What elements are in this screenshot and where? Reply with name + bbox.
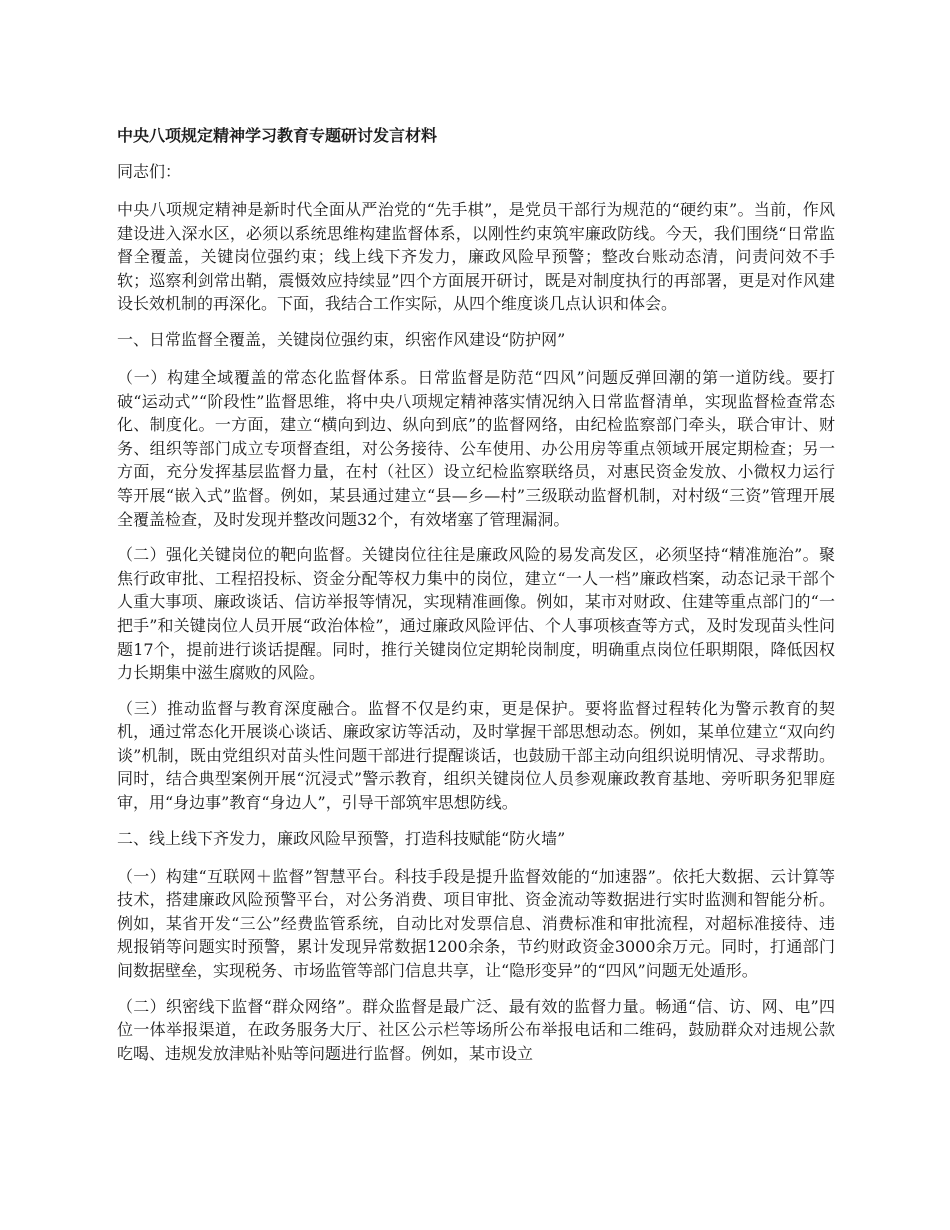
salutation: 同志们： [117,162,182,181]
section-2-paragraph-2: （二）织密线下监督“群众网络”。群众监督是最广泛、最有效的监督力量。畅通“信、访、网、电”四位一体举报渠道，在政务服务大厅、社区公示栏等场所公布举报电话和二维码，鼓励群众对违规公款吃喝、违规发放津贴补贴等问题进行监督。例如，某市设立 [117,996,835,1063]
document-title: 中央八项规定精神学习教育专题研讨发言材料 [117,126,438,145]
document-page [117,124,835,1077]
section-2-paragraph-1: （一）构建“互联网＋监督”智慧平台。科技手段是提升监督效能的“加速器”。依托大数据、云计算等技术，搭建廉政风险预警平台，对公务消费、项目审批、资金流动等数据进行实时监测和智能分析。例如，某省开发“三公”经费监管系统，自动比对发票信息、消费标准和审批流程，对超标准接待、违规报销等问题实时预警，累计发现异常数据1200余条，节约财政资金3000余万元。同时，打通部门间数据壁垒，实现税务、市场监管等部门信息共享，让“隐形变异”的“四风”问题无处遁形。 [117,866,835,981]
section-1-heading: 一、日常监督全覆盖，关键岗位强约束，织密作风建设“防护网” [117,329,566,349]
intro-paragraph: 中央八项规定精神是新时代全面从严治党的“先手棋”，是党员干部行为规范的“硬约束”。当前，作风建设进入深水区，必须以系统思维构建监督体系，以刚性约束筑牢廉政防线。今天，我们围绕“日常监督全覆盖，关键岗位强约束；线上线下齐发力，廉政风险早预警；整改台账动态清，问责问效不手软；巡察利剑常出鞘，震慑效应持续显”四个方面展开研讨，既是对制度执行的再部署，更是对作风建设长效机制的再深化。下面，我结合工作实际，从四个维度谈几点认识和体会。 [117,200,835,314]
section-1-paragraph-2: （二）强化关键岗位的靶向监督。关键岗位往往是廉政风险的易发高发区，必须坚持“精准施治”。聚焦行政审批、工程招投标、资金分配等权力集中的岗位，建立“一人一档”廉政档案，动态记录干部个人重大事项、廉政谈话、信访举报等情况，实现精准画像。例如，某市对财政、住建等重点部门的“一把手”和关键岗位人员开展“政治体检”，通过廉政风险评估、个人事项核查等方式，及时发现苗头性问题17个，提前进行谈话提醒。同时，推行关键岗位定期轮岗制度，明确重点岗位任职期限，降低因权力长期集中滋生腐败的风险。 [117,545,835,683]
section-2-heading: 二、线上线下齐发力，廉政风险早预警，打造科技赋能“防火墙” [117,828,566,848]
section-1-paragraph-3: （三）推动监督与教育深度融合。监督不仅是约束，更是保护。要将监督过程转化为警示教育的契机，通过常态化开展谈心谈话、廉政家访等活动，及时掌握干部思想动态。例如，某单位建立“双向约谈”机制，既由党组织对苗头性问题干部进行提醒谈话，也鼓励干部主动向组织说明情况、寻求帮助。同时，结合典型案例开展“沉浸式”警示教育，组织关键岗位人员参观廉政教育基地、旁听职务犯罪庭审，用“身边事”教育“身边人”，引导干部筑牢思想防线。 [117,698,835,813]
section-1-paragraph-1: （一）构建全域覆盖的常态化监督体系。日常监督是防范“四风”问题反弹回潮的第一道防线。要打破“运动式”“阶段性”监督思维，将中央八项规定精神落实情况纳入日常监督清单，实现监督检查常态化、制度化。一方面，建立“横向到边、纵向到底”的监督网络，由纪检监察部门牵头，联合审计、财务、组织等部门成立专项督查组，对公务接待、公车使用、办公用房等重点领域开展定期检查；另一方面，充分发挥基层监督力量，在村（社区）设立纪检监察联络员，对惠民资金发放、小微权力运行等开展“嵌入式”监督。例如，某县通过建立“县—乡—村”三级联动监督机制，对村级“三资”管理开展全覆盖检查，及时发现并整改问题32个，有效堵塞了管理漏洞。 [117,367,835,529]
